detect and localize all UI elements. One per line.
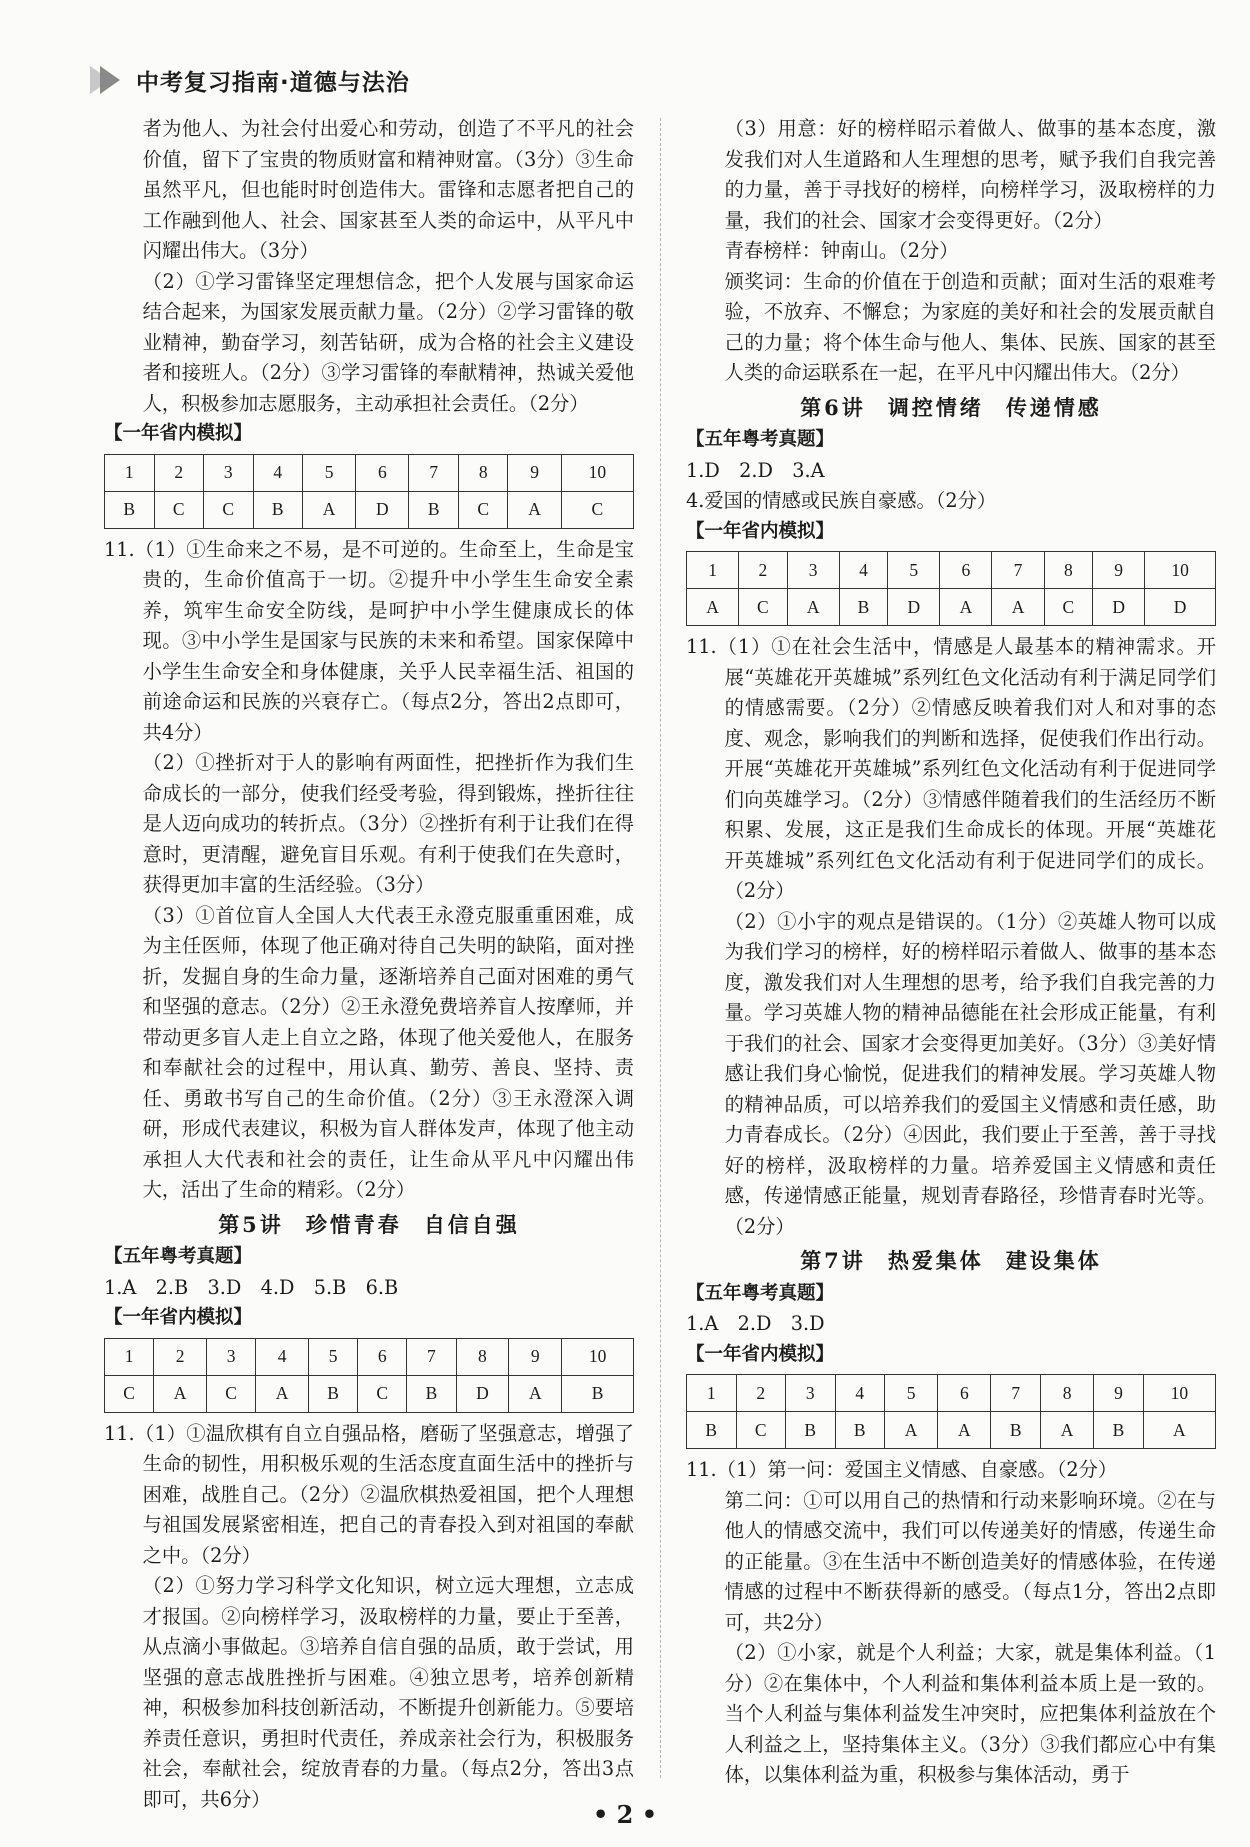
table-cell: C	[1044, 589, 1092, 626]
section-label: 【一年省内模拟】	[104, 1307, 253, 1328]
table-cell: B	[687, 1412, 737, 1449]
table-cell: 9	[1094, 1375, 1144, 1412]
answer-paragraph: 11.（1）①在社会生活中，情感是人最基本的精神需求。开展“英雄花开英雄城”系列红色文化活动有利于满足同学们的情感需要。（2分）②情感反映着我们对人和对事的态度、观念，影响我们的判断和选择，促使我们作出行动。开展“英雄花开英雄城”系列红色文化活动有利于促进同学们向英雄学习。（2分）③情感伴随着我们的生活经历不断积累、发展，这正是我们生命成长的体现。开展“英雄花开英雄城”系列红色文化活动有利于促进同学们的成长。（2分）	[686, 635, 1216, 902]
table-cell: 4	[256, 1338, 309, 1375]
table-cell: C	[358, 1375, 407, 1412]
table-cell: C	[154, 491, 204, 528]
table-cell: 5	[303, 454, 356, 491]
answer-paragraph: （3）用意：好的榜样昭示着做人、做事的基本态度，激发我们对人生道路和人生理想的思考，赋予我们自我完善的力量，善于寻找好的榜样，向榜样学习，汲取榜样的力量，我们的社会、国家才会变得更好。（2分）	[724, 117, 1216, 232]
table-cell: 7	[992, 552, 1044, 589]
answer-line: 1.A 2.D 3.D	[686, 1312, 825, 1335]
table-cell: 1	[105, 1338, 154, 1375]
table-cell: A	[992, 589, 1044, 626]
answer-paragraph: （2）①挫折对于人的影响有两面性，把挫折作为我们生命成长的一部分，使我们经受考验，得到锻炼，挫折往往是人迈向成功的转折点。（3分）②挫折有利于让我们在得意时，更清醒，避免盲目乐观。有利于使我们在失意时，获得更加丰富的生活经验。（3分）	[142, 751, 634, 896]
answer-paragraph: 者为他人、为社会付出爱心和劳动，创造了不平凡的社会价值，留下了宝贵的物质财富和精神财富。（3分）③生命虽然平凡，但也能时时创造伟大。雷锋和志愿者把自己的工作融到他人、社会、国家甚至人类的命运中，从平凡中闪耀出伟大。（3分）	[142, 117, 634, 262]
table-cell: A	[509, 1375, 562, 1412]
table-cell: 7	[407, 1338, 456, 1375]
lecture-topic: 调控情绪	[887, 394, 984, 420]
table-cell: B	[309, 1375, 358, 1412]
table-cell: 5	[309, 1338, 358, 1375]
table-cell: A	[508, 491, 561, 528]
table-row	[105, 454, 634, 491]
table-cell: 4	[835, 1375, 885, 1412]
table-cell: B	[839, 589, 887, 626]
lecture-heading	[104, 1210, 634, 1241]
section-label: 【五年粤考真题】	[686, 1282, 835, 1304]
table-row	[687, 589, 1216, 626]
table-cell: 8	[1040, 1375, 1093, 1412]
table-cell: C	[561, 491, 633, 528]
table-cell: C	[207, 1375, 256, 1412]
table-cell: A	[940, 589, 992, 626]
arrow-icon	[90, 66, 124, 94]
answer-table	[104, 1338, 634, 1413]
answer-line: 1.A 2.B 3.D 4.D 5.B 6.B	[104, 1275, 399, 1299]
table-cell: 10	[561, 454, 633, 491]
table-cell: A	[787, 589, 839, 626]
section-label: 【五年粤考真题】	[104, 1246, 253, 1267]
table-row	[687, 552, 1216, 589]
section-label: 【一年省内模拟】	[104, 423, 253, 444]
table-cell: 7	[991, 1375, 1041, 1412]
table-cell: 2	[736, 1375, 786, 1412]
lecture-number: 第5讲	[218, 1211, 284, 1237]
table-cell: 7	[409, 454, 459, 491]
page-number: • 2 •	[592, 1800, 658, 1829]
answer-paragraph: 颁奖词：生命的价值在于创造和贡献；面对生活的艰难考验，不放弃、不懈怠；为家庭的美好和社会的发展贡献自己的力量；将个体生命与他人、集体、民族、国家的甚至人类的命运联系在一起，在平凡中闪耀出伟大。（2分）	[724, 269, 1216, 384]
table-cell: C	[458, 491, 508, 528]
lecture-topic: 自信自强	[423, 1211, 520, 1237]
table-cell: D	[456, 1375, 509, 1412]
section-label: 【一年省内模拟】	[686, 1343, 835, 1365]
table-row	[687, 1412, 1216, 1449]
page-title: 中考复习指南·道德与法治	[136, 69, 410, 96]
lecture-topic: 建设集体	[1005, 1248, 1102, 1273]
table-cell: A	[154, 1375, 207, 1412]
section-label: 【五年粤考真题】	[686, 429, 835, 450]
table-cell: B	[1094, 1412, 1144, 1449]
table-cell: B	[409, 491, 459, 528]
table-cell: 6	[358, 1338, 407, 1375]
answer-line: 1.D 2.D 3.A	[686, 458, 825, 482]
table-cell: C	[736, 1412, 786, 1449]
answer-paragraph: 11.（1）①生命来之不易，是不可逆的。生命至上，生命是宝贵的，生命价值高于一切。②提升中小学生生命安全素养，筑牢生命安全防线，是呵护中小学生健康成长的体现。③中小学生是国家与民族的未来和希望。国家保障中小学生生命安全和身体健康，关乎人民幸福生活、祖国的前途命运和民族的兴衰存亡。（每点2分，答出2点即可，共4分）	[104, 537, 634, 744]
table-row	[105, 491, 634, 528]
table-cell: A	[885, 1412, 938, 1449]
table-cell: 8	[456, 1338, 509, 1375]
table-cell: D	[1145, 589, 1216, 626]
table-cell: 2	[154, 454, 204, 491]
answer-paragraph: （2）①学习雷锋坚定理想信念，把个人发展与国家命运结合起来，为国家发展贡献力量。（2分）②学习雷锋的敬业精神，勤奋学习，刻苦钻研，成为合格的社会主义建设者和接班人。（2分）③学习雷锋的奉献精神，热诚关爱他人，积极参加志愿服务，主动承担社会责任。（2分）	[142, 269, 634, 415]
table-cell: 1	[687, 552, 739, 589]
table-cell: D	[356, 491, 409, 528]
table-cell: 4	[253, 454, 303, 491]
table-cell: 8	[1044, 552, 1092, 589]
table-cell: 6	[356, 454, 409, 491]
table-cell: 5	[888, 552, 940, 589]
lecture-number: 第7讲	[800, 1248, 866, 1273]
table-cell: 1	[105, 454, 155, 491]
table-cell: A	[303, 491, 356, 528]
answer-line: 4.爱国的情感或民族自豪感。（2分）	[686, 489, 997, 512]
table-cell: 4	[839, 552, 887, 589]
table-cell: D	[888, 589, 940, 626]
table-cell: B	[835, 1412, 885, 1449]
answer-table	[104, 454, 634, 529]
answer-paragraph: （3）①首位盲人全国人大代表王永澄克服重重困难，成为主任医师，体现了他正确对待自己失明的缺陷，面对挫折，发掘自身的生命力量，逐渐培养自己面对困难的勇气和坚强的意志。（2分）②王永澄免费培养盲人按摩师，并带动更多盲人走上自立之路，体现了他关爱他人，在服务和奉献社会的过程中，用认真、勤劳、善良、坚持、责任、勇敢书写自己的生命价值。（2分）③王永澄深入调研，形成代表建议，积极为盲人群体发声，体现了他主动承担人大代表和社会的责任，让生命从平凡中闪耀出伟大，活出了生命的精彩。（2分）	[142, 903, 634, 1201]
lecture-heading	[686, 1246, 1216, 1277]
table-row	[105, 1375, 634, 1412]
left-column	[104, 114, 634, 1815]
answer-paragraph: （2）①努力学习科学文化知识，树立远大理想，立志成才报国。②向榜样学习，汲取榜样的力量，要止于至善，从点滴小事做起。③培养自信自强的品质，敢于尝试，用坚强的意志战胜挫折与困难。④独立思考，培养创新精神，积极参加科技创新活动，不断提升创新能力。⑤要培养责任意识，勇担时代责任，养成亲社会行为，积极服务社会，奉献社会，绽放青春的力量。（每点2分，答出3点即可，共6分）	[142, 1574, 634, 1811]
table-cell: 10	[1145, 552, 1216, 589]
answer-paragraph: （2）①小家，就是个人利益；大家，就是集体利益。（1分）②在集体中，个人利益和集体利益本质上是一致的。当个人利益与集体利益发生冲突时，应把集体利益放在个人利益之上，坚持集体主义。（3分）③我们都应心中有集体，以集体利益为重，积极参与集体活动，勇于	[724, 1641, 1216, 1786]
answer-table	[686, 551, 1216, 626]
table-cell: B	[105, 491, 155, 528]
answer-paragraph: 第二问：①可以用自己的热情和行动来影响环境。②在与他人的情感交流中，我们可以传递美好的情感，传递生命的正能量。③在生活中不断创造美好的情感体验，在传递情感的过程中不断获得新的感受。（每点1分，答出2点即可，共2分）	[724, 1488, 1216, 1634]
table-cell: 3	[207, 1338, 256, 1375]
table-cell: 9	[509, 1338, 562, 1375]
table-cell: 6	[940, 552, 992, 589]
table-cell: 6	[938, 1375, 991, 1412]
table-cell: C	[739, 589, 787, 626]
table-cell: A	[256, 1375, 309, 1412]
answer-paragraph: 青春榜样：钟南山。（2分）	[724, 239, 959, 262]
table-cell: A	[1040, 1412, 1093, 1449]
lecture-heading	[686, 393, 1216, 424]
table-cell: B	[786, 1412, 836, 1449]
table-cell: A	[938, 1412, 991, 1449]
table-cell: A	[687, 589, 739, 626]
table-cell: 3	[787, 552, 839, 589]
table-cell: 3	[204, 454, 254, 491]
table-cell: B	[562, 1375, 634, 1412]
column-divider	[660, 118, 661, 1778]
table-cell: 9	[1093, 552, 1145, 589]
table-cell: 2	[154, 1338, 207, 1375]
lecture-topic: 珍惜青春	[305, 1211, 402, 1237]
table-cell: 3	[786, 1375, 836, 1412]
table-row	[105, 1338, 634, 1375]
table-cell: A	[1143, 1412, 1215, 1449]
table-row	[687, 1375, 1216, 1412]
lecture-topic: 传递情感	[1005, 394, 1102, 420]
answer-paragraph: 11.（1）①温欣棋有自立自强品格，磨砺了坚强意志，增强了生命的韧性，用积极乐观的生活态度直面生活中的挫折与困难，战胜自己。（2分）②温欣棋热爱祖国，把个人理想与祖国发展紧密相连，把自己的青春投入到对祖国的奉献之中。（2分）	[104, 1421, 634, 1567]
table-cell: 2	[739, 552, 787, 589]
table-cell: C	[204, 491, 254, 528]
table-cell: 8	[458, 454, 508, 491]
table-cell: 1	[687, 1375, 737, 1412]
table-cell: 5	[885, 1375, 938, 1412]
table-cell: B	[253, 491, 303, 528]
table-cell: B	[991, 1412, 1041, 1449]
table-cell: B	[407, 1375, 456, 1412]
answer-table	[686, 1374, 1216, 1449]
page-header	[90, 60, 410, 100]
answer-paragraph: （2）①小宇的观点是错误的。（1分）②英雄人物可以成为我们学习的榜样，好的榜样昭示着做人、做事的基本态度，激发我们对人生理想的思考，给予我们自我完善的力量。学习英雄人物的精神品德能在社会形成正能量，有利于我们的社会、国家才会变得更加美好。（3分）③美好情感让我们身心愉悦，促进我们的精神发展。学习英雄人物的精神品质，可以培养我们的爱国主义情感和责任感，助力青春成长。（2分）④因此，我们要止于至善，善于寻找好的榜样，汲取榜样的力量。培养爱国主义情感和责任感，传递情感正能量，规划青春路径，珍惜青春时光等。（2分）	[724, 909, 1216, 1238]
table-cell: 9	[508, 454, 561, 491]
lecture-topic: 热爱集体	[887, 1248, 984, 1273]
right-column	[686, 114, 1216, 1791]
table-cell: C	[105, 1375, 154, 1412]
table-cell: 10	[562, 1338, 634, 1375]
answer-paragraph: 11.（1）第一问：爱国主义情感、自豪感。（2分）	[686, 1458, 1118, 1481]
table-cell: 10	[1143, 1375, 1215, 1412]
section-label: 【一年省内模拟】	[686, 520, 835, 542]
lecture-number: 第6讲	[800, 394, 866, 420]
table-cell: D	[1093, 589, 1145, 626]
